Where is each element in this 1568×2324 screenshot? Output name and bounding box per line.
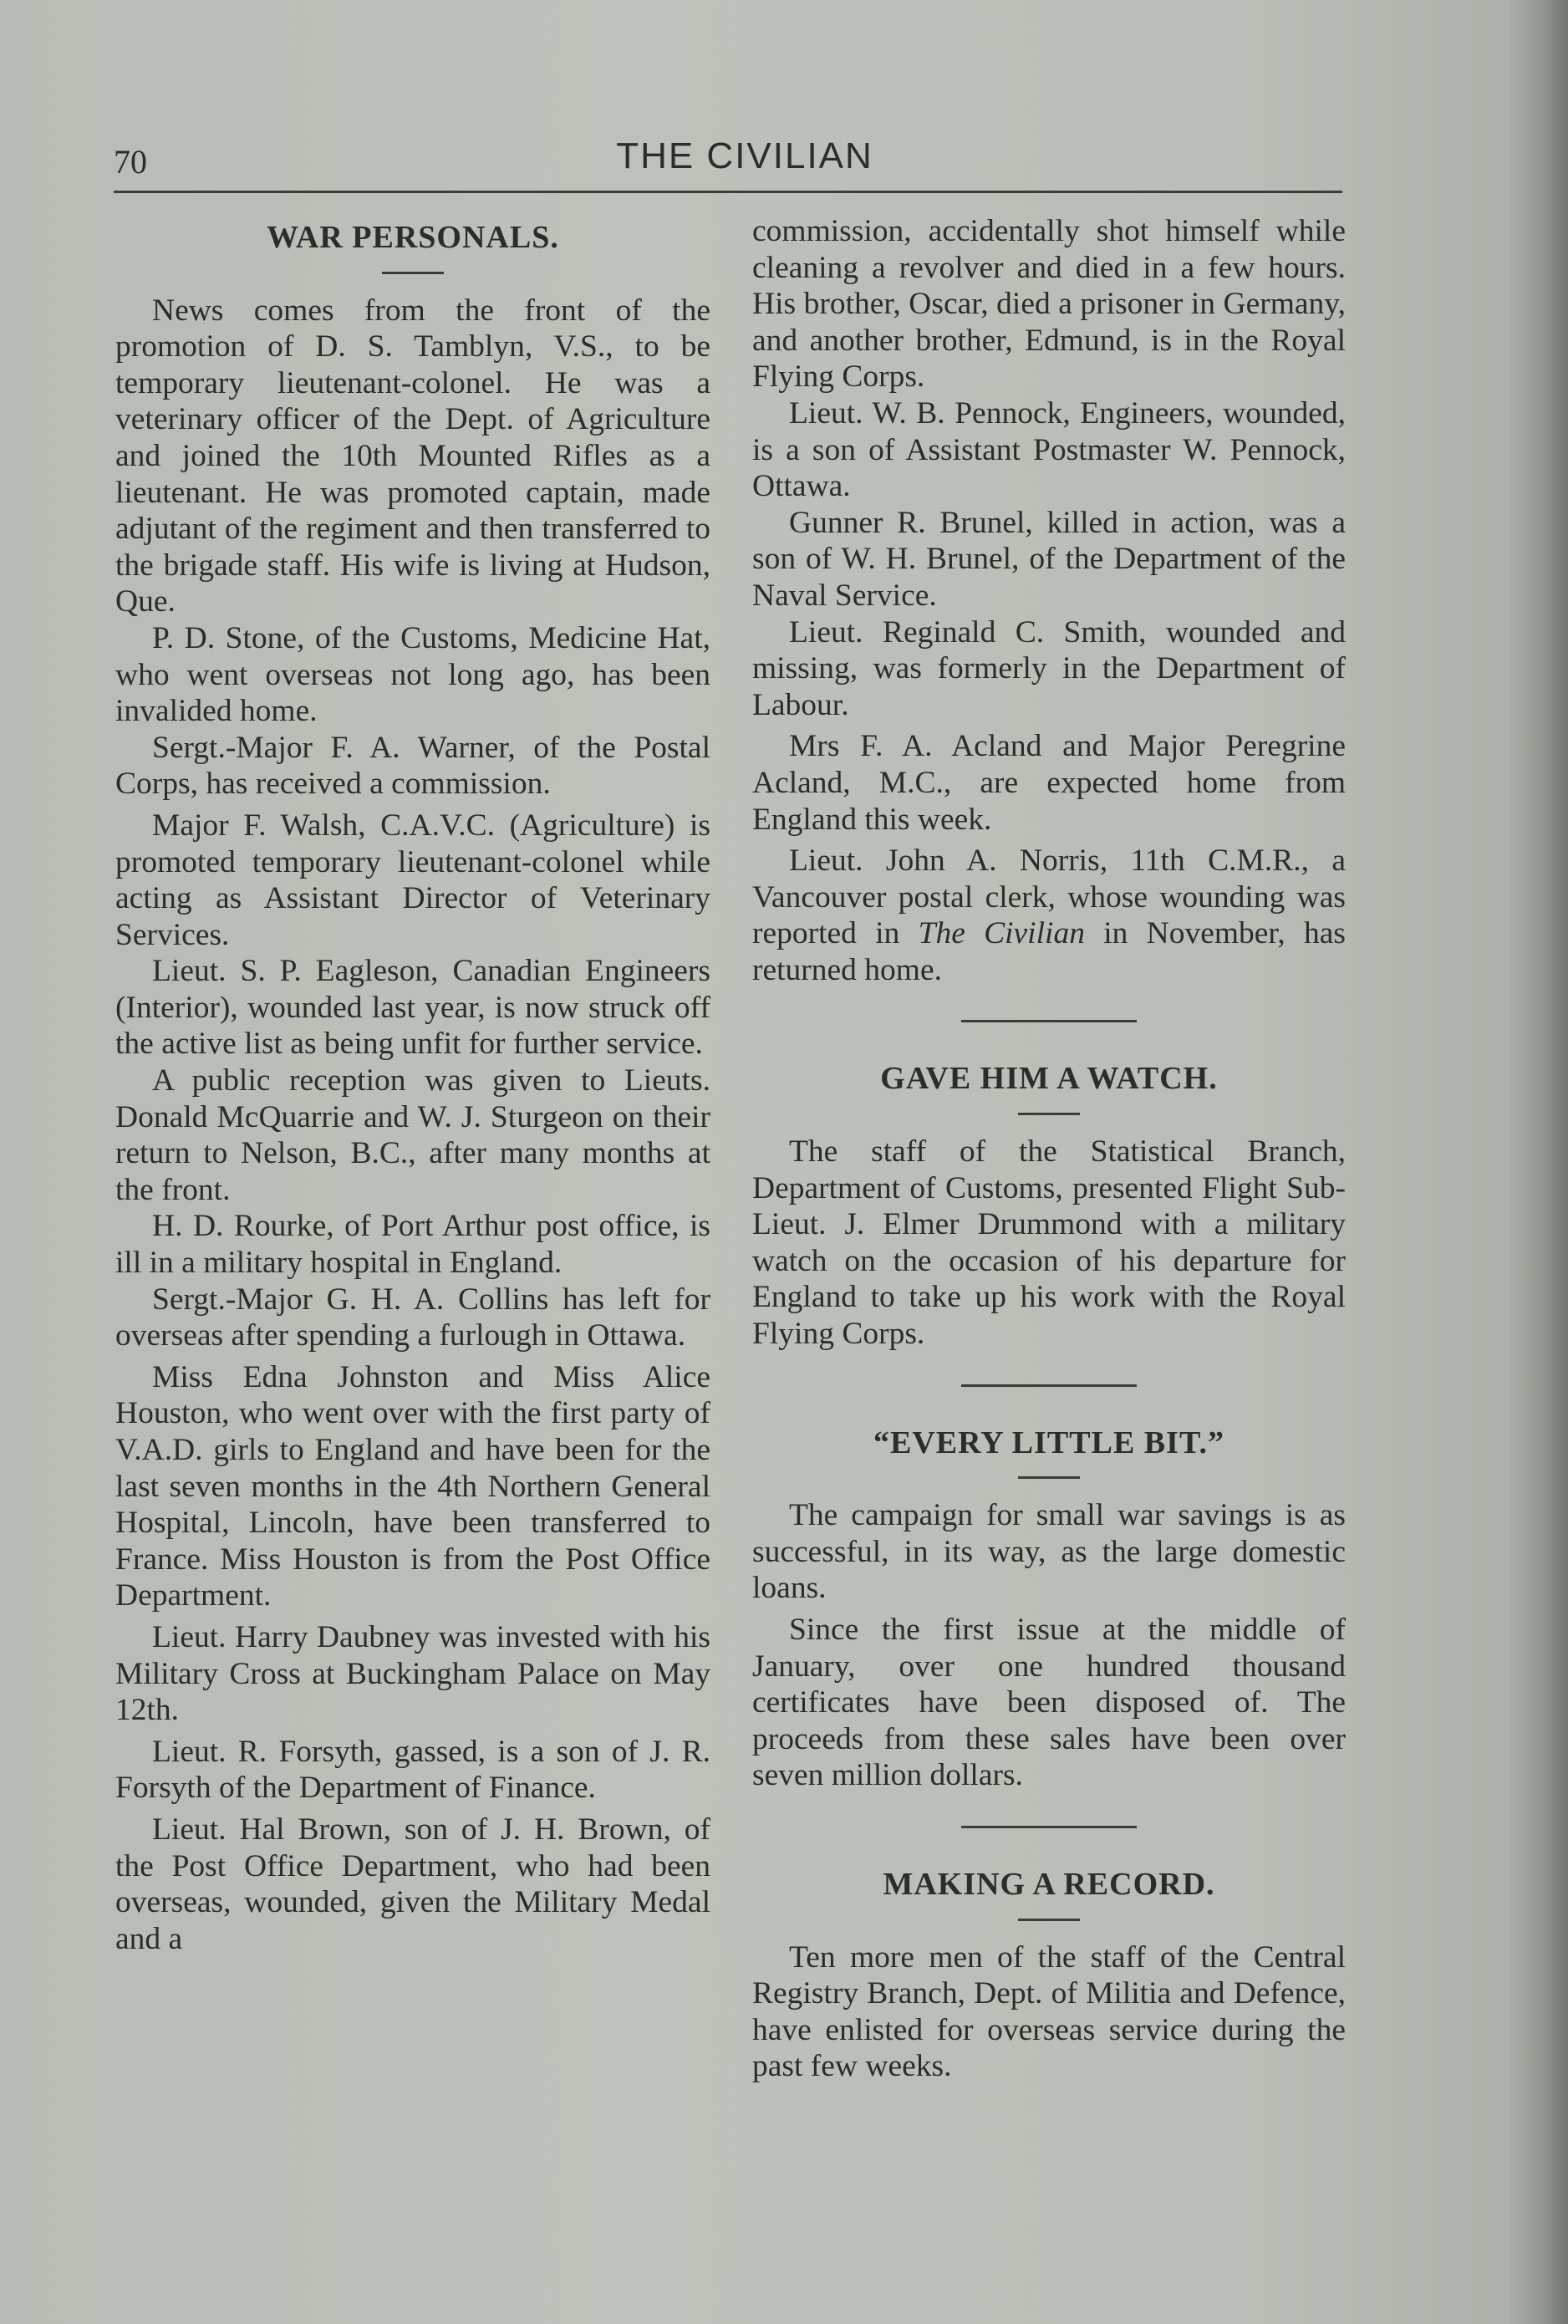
left-column xyxy=(115,213,710,1957)
paragraph: Lieut. W. B. Pennock, Engineers, wounded, is a son of Assistant Postmaster W. Pennock, Ottawa. xyxy=(752,395,1346,504)
paragraph: Major F. Walsh, C.A.V.C. (Agriculture) is promoted temporary lieutenant-colonel while acting as Assistant Director of Veterinary Services. xyxy=(115,808,710,952)
section-divider xyxy=(961,1020,1137,1022)
norris-text-before: Lieut. John A. Norris, 11th C.M.R., a Vancouver postal clerk, whose wounding was reported in xyxy=(752,843,1346,951)
paragraph: Lieut. Harry Daubney was invested with his Military Cross at Buckingham Palace on May 12th. xyxy=(115,1619,710,1728)
title-rule xyxy=(382,272,444,274)
title-rule xyxy=(1018,1919,1080,1921)
publication-name: The Civilian xyxy=(918,916,1085,951)
paragraph: P. D. Stone, of the Customs, Medicine Hat, who went overseas not long ago, has been invalided home. xyxy=(115,620,710,729)
paragraph-norris xyxy=(752,843,1346,988)
paragraph: Sergt.-Major G. H. A. Collins has left for overseas after spending a furlough in Ottawa. xyxy=(115,1282,710,1353)
paragraph: Miss Edna Johnston and Miss Alice Houston, who went over with the first party of V.A.D. girls to England and have been for the last seven months in the 4th Northern General Hospital, Lincoln, have been transferred to France. Miss Houston is from the Post Office Department. xyxy=(115,1359,710,1613)
section-title-war-personals: WAR PERSONALS. xyxy=(267,220,559,255)
journal-title: THE CIVILIAN xyxy=(616,135,873,176)
page-header xyxy=(114,134,1342,192)
paragraph: Gunner R. Brunel, killed in action, was a son of W. H. Brunel, of the Department of the Naval Service. xyxy=(752,505,1346,613)
paragraph: A public reception was given to Lieuts. Donald McQuarrie and W. J. Sturgeon on their return to Nelson, B.C., after many months at the front. xyxy=(115,1063,710,1207)
page-number: 70 xyxy=(114,143,147,181)
paragraph: Ten more men of the staff of the Central Registry Branch, Dept. of Militia and Defence, have enlisted for overseas service during the past few weeks. xyxy=(752,1939,1346,2084)
section-title-every-little-bit: “EVERY LITTLE BIT.” xyxy=(873,1424,1224,1460)
section-title-gave-him-a-watch: GAVE HIM A WATCH. xyxy=(880,1061,1218,1097)
paragraph: Lieut. Reginald C. Smith, wounded and missing, was formerly in the Department of Labour. xyxy=(752,614,1346,722)
paragraph: Lieut. S. P. Eagleson, Canadian Engineers (Interior), wounded last year, is now struck off the active list as being unfit for further service. xyxy=(115,954,710,1062)
paragraph: Since the first issue at the middle of January, over one hundred thousand certificates have been disposed of. The proceeds from these sales have been over seven million dollars. xyxy=(752,1613,1346,1793)
paragraph: Lieut. Hal Brown, son of J. H. Brown, of the Post Office Department, who had been overseas, wounded, given the Military Medal and a xyxy=(115,1812,710,1956)
title-rule xyxy=(1018,1476,1080,1479)
norris-text-after: in November, has returned home. xyxy=(752,916,1347,987)
paragraph: News comes from the front of the promotion of D. S. Tamblyn, V.S., to be temporary lieutenant-colonel. He was a veterinary officer of the Dept. of Agriculture and joined the 10th Mounted Rifles as a lieutenant. He was promoted captain, made adjutant of the regiment and then transferred to the brigade staff. His wife is living at Hudson, Que. xyxy=(115,293,710,619)
paragraph: Mrs F. A. Acland and Major Peregrine Acland, M.C., are expected home from England this week. xyxy=(752,729,1346,837)
paragraph: The staff of the Statistical Branch, Department of Customs, presented Flight Sub-Lieut. J. Elmer Drummond with a military watch on the occasion of his departure for England to take up his work with the Royal Flying Corps. xyxy=(752,1134,1346,1352)
paragraph: The campaign for small war savings is as successful, in its way, as the large domestic loans. xyxy=(752,1498,1346,1606)
right-column xyxy=(752,213,1346,2085)
paragraph: H. D. Rourke, of Port Arthur post office, is ill in a military hospital in England. xyxy=(115,1209,710,1281)
paragraph: Lieut. R. Forsyth, gassed, is a son of J. R. Forsyth of the Department of Finance. xyxy=(115,1734,710,1806)
page-spine-shadow xyxy=(1509,0,1568,2324)
section-divider xyxy=(961,1384,1137,1387)
paragraph-continued: commission, accidentally shot himself while cleaning a revolver and died in a few hours. His brother, Oscar, died a prisoner in Germany, and another brother, Edmund, is in the Royal Flying Corps. xyxy=(752,214,1346,395)
header-rule xyxy=(114,191,1342,193)
section-title-making-a-record: MAKING A RECORD. xyxy=(883,1866,1215,1902)
section-divider xyxy=(961,1826,1137,1828)
title-rule xyxy=(1018,1113,1080,1115)
paragraph: Sergt.-Major F. A. Warner, of the Postal Corps, has received a commission. xyxy=(115,730,710,802)
